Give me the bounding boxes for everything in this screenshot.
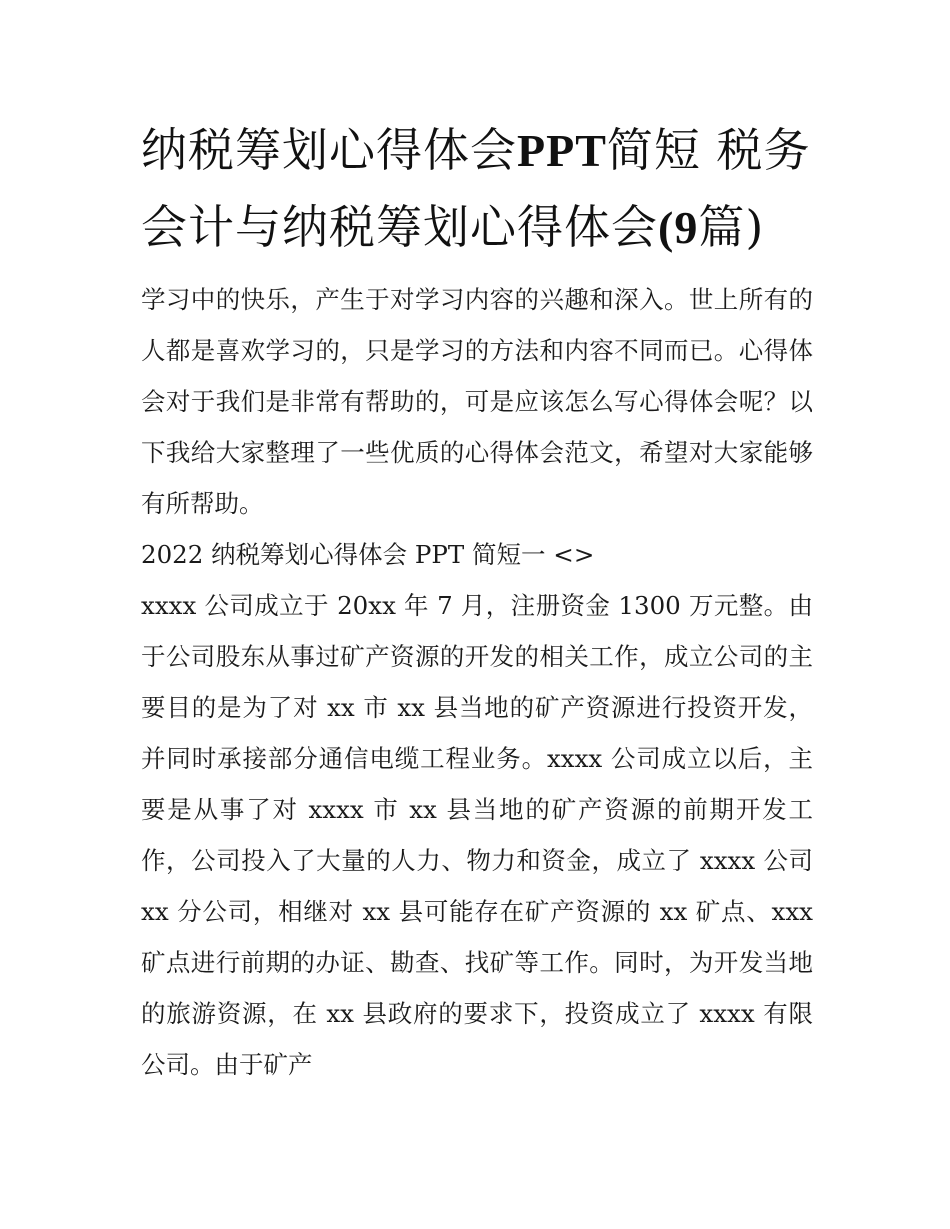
title-part-4: 篇) (698, 200, 765, 254)
title-part-3: (9 (658, 202, 699, 253)
title-ppt: PPT (517, 125, 607, 176)
document-content (141, 112, 813, 1090)
intro-paragraph: 学习中的快乐，产生于对学习内容的兴趣和深入。世上所有的人都是喜欢学习的，只是学习的方法和内容不同而已。心得体会对于我们是非常有帮助的，可是应该怎么写心得体会呢？以下我给大家整理了一些优质的心得体会范文，希望对大家能够有所帮助。 (141, 285, 813, 518)
document-title (141, 112, 813, 266)
body-paragraph: xxxx 公司成立于 20xx 年 7 月，注册资金 1300 万元整。由于公司股东从事过矿产资源的开发的相关工作，成立公司的主要目的是为了对 xx 市 xx 县当地的矿产资源进行投资开发，并同时承接部分通信电缆工程业务。xxxx 公司成立以后，主要是从事了对 xxxx 市 xx 县当地的矿产资源的前期开发工作，公司投入了大量的人力、物力和资金，成立了 xxxx 公司 xx 分公司，相继对 xx 县可能存在矿产资源的 xx 矿点、xxx 矿点进行前期的办证、勘查、找矿等工作。同时，为开发当地的旅游资源，在 xx 县政府的要求下，投资成立了 xxxx 有限公司。由于矿产 (141, 591, 813, 1079)
title-part-1: 纳税筹划心得体会 (141, 123, 517, 177)
title-part-2: 简短 税务会计与纳税筹划心得体会 (141, 123, 811, 254)
section-heading: 2022 纳税筹划心得体会 PPT 简短一 <> (141, 540, 595, 569)
